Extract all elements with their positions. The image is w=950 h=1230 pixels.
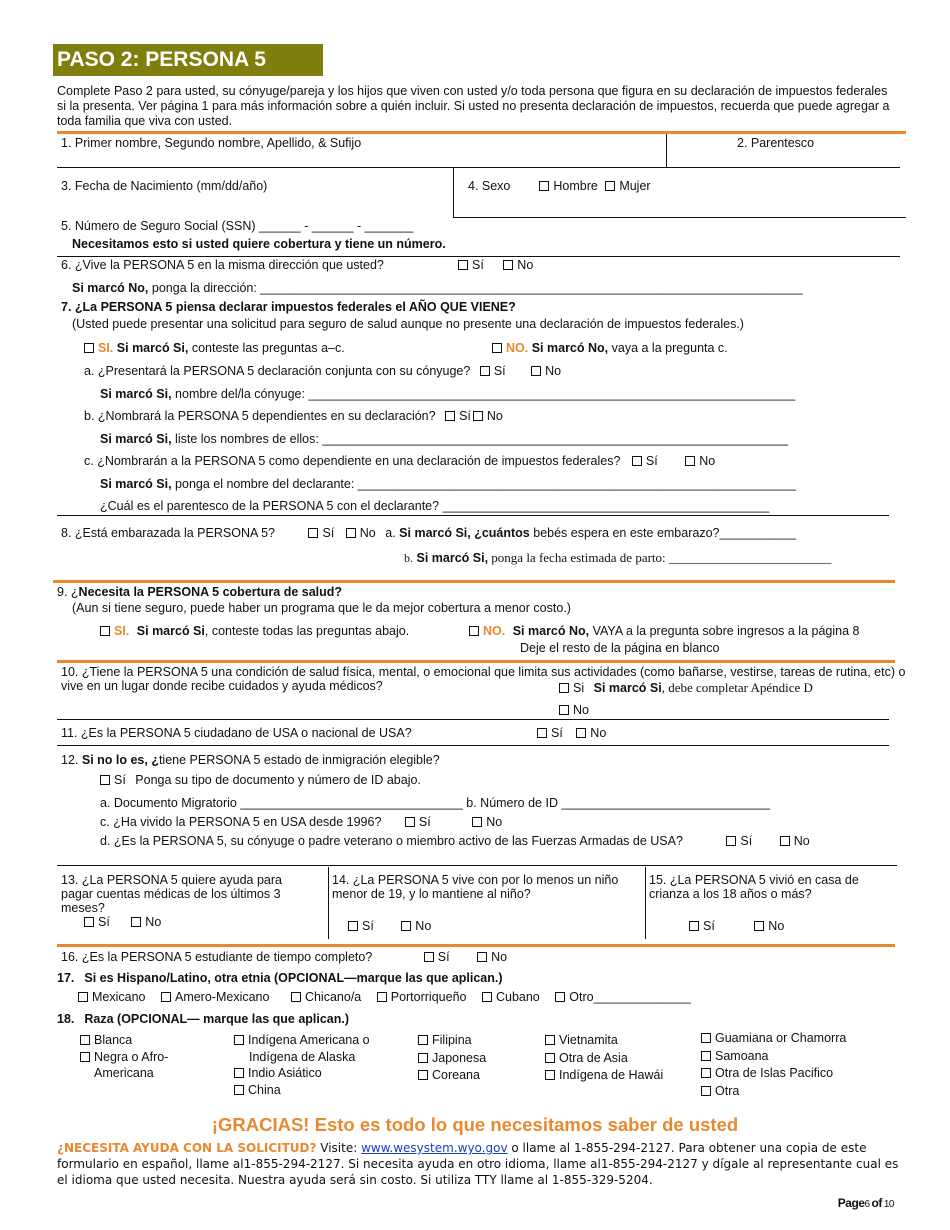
- si-label: Sí: [418, 815, 431, 829]
- q6-si-checkbox[interactable]: [458, 260, 468, 270]
- q7-si-label: SI.: [98, 341, 114, 355]
- q12-bold: Si no lo es, ¿: [81, 753, 159, 767]
- q7c-filer: [100, 477, 796, 491]
- si-label: Sí: [98, 915, 110, 929]
- chicano-checkbox[interactable]: [291, 992, 301, 1002]
- option-label: Portorriqueño: [390, 990, 467, 1004]
- intro-text: Complete Paso 2 para usted, su cónyuge/pareja y los hijos que viven con usted y/o toda persona que figura en su declaración de impuestos federales si la presenta. Ver página 1 para más información sobre a quién incluir. Si usted no presenta declaración de impuestos, recuerda que puede agregar a toda familia que viva con usted.: [57, 84, 890, 128]
- q6-no-bold: Si marcó No,: [72, 281, 149, 295]
- q16-label: 16. ¿Es la PERSONA 5 estudiante de tiempo completo?: [61, 950, 373, 964]
- q7a-spouse-field[interactable]: nombre del/la cónyuge: ______________________________________________________________________: [171, 387, 796, 401]
- q9-label: 9. ¿Necesita la PERSONA 5 cobertura de salud?: [57, 585, 343, 599]
- amero-mexicano-checkbox[interactable]: [161, 992, 171, 1002]
- q9-no-label: NO.: [483, 624, 506, 638]
- option-label: Otra de Islas Pacifico: [715, 1066, 834, 1080]
- race-col-3: [418, 1032, 486, 1085]
- divider: [453, 167, 454, 217]
- q4-sex: [468, 179, 651, 193]
- hawai-checkbox[interactable]: [545, 1070, 555, 1080]
- divider: [328, 867, 329, 939]
- option-label: Chicano/a: [304, 990, 362, 1004]
- q9-si-option: [100, 624, 409, 638]
- q2-label: 2. Parentesco: [737, 136, 815, 150]
- q11-label: 11. ¿Es la PERSONA 5 ciudadano de USA o nacional de USA?: [61, 726, 412, 740]
- q12-si-option: [100, 773, 421, 787]
- q8-no-checkbox[interactable]: [346, 528, 356, 538]
- q8-label: 8. ¿Está embarazada la PERSONA 5?: [61, 526, 275, 540]
- option-label: Vietnamita: [559, 1033, 618, 1047]
- divider: [57, 515, 889, 516]
- q12d-no-checkbox[interactable]: [780, 836, 790, 846]
- q9-si-bold: Si marcó Si: [136, 624, 205, 638]
- q3-label: 3. Fecha de Nacimiento (mm/dd/año): [61, 179, 268, 193]
- q13-si-checkbox[interactable]: [84, 917, 94, 927]
- q8b-bold: Si marcó Si,: [416, 551, 489, 565]
- si-label: Sí: [322, 526, 335, 540]
- option-label: Filipina: [432, 1033, 472, 1047]
- q18-text: Raza (OPCIONAL— marque las que aplican.): [84, 1012, 350, 1026]
- q9-si-checkbox[interactable]: [100, 626, 110, 636]
- help-text: [57, 1140, 907, 1188]
- q9-no-bold: Si marcó No,: [512, 624, 590, 638]
- japonesa-checkbox[interactable]: [418, 1053, 428, 1063]
- q7-si-text: conteste las preguntas a–c.: [188, 341, 345, 355]
- china-checkbox[interactable]: [234, 1085, 244, 1095]
- mexicano-checkbox[interactable]: [78, 992, 88, 1002]
- otra-asia-checkbox[interactable]: [545, 1053, 555, 1063]
- no-label: No: [517, 258, 534, 272]
- option-label: Otra de Asia: [559, 1050, 628, 1065]
- race-col-5: [701, 1030, 846, 1100]
- blanca-checkbox[interactable]: [80, 1035, 90, 1045]
- option-label: Samoana: [715, 1048, 769, 1063]
- q7b-names: [100, 432, 788, 446]
- no-label: No: [573, 703, 589, 717]
- race-col-1: [80, 1032, 168, 1082]
- divider: [57, 719, 889, 720]
- q12-number: 12.: [61, 753, 82, 767]
- q7a: [84, 364, 561, 378]
- q10-si-option: [559, 680, 813, 696]
- section-divider: [57, 131, 906, 134]
- race-col-4: [545, 1032, 663, 1085]
- q5-label: 5. Número de Seguro Social (SSN) ______ - ______ - _______: [61, 219, 414, 233]
- option-label: Indígena de Hawái: [559, 1068, 664, 1082]
- portorriqueno-checkbox[interactable]: [377, 992, 387, 1002]
- q8a-pre: a.: [385, 526, 396, 540]
- q12c-no-checkbox[interactable]: [472, 817, 482, 827]
- q5-note: Necesitamos esto si usted quiere cobertura y tiene un número.: [72, 237, 446, 251]
- q17-options: [78, 990, 691, 1004]
- si-label: Sí: [114, 773, 126, 787]
- q6-address: [72, 281, 803, 295]
- q7a-no-checkbox[interactable]: [531, 366, 541, 376]
- q7b-label: b. ¿Nombrará la PERSONA 5 dependientes en su declaración?: [84, 409, 436, 423]
- no-label: No: [491, 950, 508, 964]
- q9-sub: (Aun si tiene seguro, puede haber un programa que le da mejor cobertura a menor costo.): [72, 601, 571, 615]
- q11-si-checkbox[interactable]: [537, 728, 547, 738]
- option-label: Mexicano: [92, 990, 146, 1004]
- q13-no-checkbox[interactable]: [131, 917, 141, 927]
- no-label: No: [486, 409, 503, 423]
- q7a-si-bold: Si marcó Si,: [100, 387, 172, 401]
- q12c: [100, 815, 502, 829]
- no-label: No: [590, 726, 607, 740]
- q15-label: 15. ¿La PERSONA 5 vivió en casa de crianza a los 18 años o más?: [649, 873, 859, 901]
- page-title: PASO 2: PERSONA 5: [53, 44, 323, 76]
- race-col-2: [234, 1032, 370, 1098]
- si-label: Sí: [645, 454, 658, 468]
- q9-no-text: VAYA a la pregunta sobre ingresos a la página 8: [589, 624, 860, 638]
- divider: [57, 167, 900, 168]
- q7b-si-checkbox[interactable]: [445, 411, 455, 421]
- q12d: [100, 834, 810, 848]
- q7a-spouse: [100, 387, 795, 401]
- q12-label: [61, 753, 440, 767]
- q10-no-option: [559, 703, 589, 717]
- q12c-si-checkbox[interactable]: [405, 817, 415, 827]
- indio-asiatico-checkbox[interactable]: [234, 1068, 244, 1078]
- divider: [57, 745, 889, 746]
- divider: [57, 256, 900, 257]
- q10-si-label: Si: [573, 681, 585, 695]
- guamiana-checkbox[interactable]: [701, 1033, 711, 1043]
- otro-checkbox[interactable]: [555, 992, 565, 1002]
- q7b-si-bold: Si marcó Si,: [100, 432, 172, 446]
- q10-si-bold: Si marcó Si: [593, 681, 662, 695]
- option-label: Indígena Americana o: [248, 1033, 370, 1047]
- q6-no-checkbox[interactable]: [503, 260, 513, 270]
- samoana-checkbox[interactable]: [701, 1051, 711, 1061]
- help-bold: ¿NECESITA AYUDA CON LA SOLICITUD?: [57, 1141, 317, 1155]
- indigena-americana-checkbox[interactable]: [234, 1035, 244, 1045]
- divider: [453, 217, 906, 218]
- q17-number: 17.: [57, 971, 75, 985]
- q10-si-checkbox[interactable]: [559, 683, 569, 693]
- q15-no-checkbox[interactable]: [754, 921, 764, 931]
- si-label: Sí: [459, 409, 471, 423]
- q7-si-option: [84, 341, 345, 355]
- q13-label: 13. ¿La PERSONA 5 quiere ayuda para pagar cuentas médicas de los últimos 3 meses?: [61, 873, 282, 915]
- q11-options: [537, 726, 606, 740]
- q8a-field[interactable]: bebés espera en este embarazo?___________: [529, 526, 796, 540]
- section-divider: [57, 944, 895, 947]
- q7-si-bold: Si marcó Si,: [116, 341, 189, 355]
- q14-label: 14. ¿La PERSONA 5 vive con por lo menos un niño menor de 19, y lo mantiene al niño?: [332, 873, 619, 901]
- q9-si-text: , conteste todas las preguntas abajo.: [204, 624, 410, 638]
- q9-si-label: SI.: [114, 624, 130, 638]
- no-label: No: [415, 919, 432, 933]
- q7a-si-checkbox[interactable]: [480, 366, 490, 376]
- website-link[interactable]: www.wesystem.wyo.gov: [361, 1141, 508, 1155]
- q7c-si-checkbox[interactable]: [632, 456, 642, 466]
- q14-options: [348, 919, 431, 933]
- option-label: Americana: [94, 1066, 154, 1080]
- divider: [645, 867, 646, 939]
- vietnamita-checkbox[interactable]: [545, 1035, 555, 1045]
- option-label: Japonesa: [432, 1050, 487, 1065]
- si-label: Sí: [703, 919, 715, 933]
- q6-options: [458, 258, 533, 272]
- q7-no-option: [492, 341, 728, 355]
- hombre-checkbox[interactable]: [539, 181, 549, 191]
- page-label: Page: [837, 1196, 865, 1210]
- q10-no-checkbox[interactable]: [559, 705, 569, 715]
- hombre-label: Hombre: [553, 179, 598, 193]
- page-num: 6: [864, 1199, 870, 1210]
- q18-label: [57, 1012, 349, 1026]
- option-label: Negra o Afro-: [94, 1049, 169, 1064]
- q7b: [84, 409, 503, 423]
- option-label: Coreana: [432, 1068, 480, 1082]
- q12d-si-checkbox[interactable]: [726, 836, 736, 846]
- q9-no-option: [469, 624, 859, 638]
- q7b-names-field[interactable]: liste los nombres de ellos: ___________________________________________________________________: [171, 432, 789, 446]
- page-number: [838, 1196, 894, 1210]
- no-label: No: [545, 364, 562, 378]
- q12a-fields[interactable]: a. Documento Migratorio ________________________________ b. Número de ID ______________________________: [100, 796, 771, 810]
- no-label: No: [768, 919, 785, 933]
- no-label: No: [486, 815, 503, 829]
- q8-si-checkbox[interactable]: [308, 528, 318, 538]
- q17-text: Si es Hispano/Latino, otra etnia (OPCIONAL—marque las que aplican.): [84, 971, 503, 985]
- q12-si-text: Ponga su tipo de documento y número de ID abajo.: [135, 773, 421, 787]
- filipina-checkbox[interactable]: [418, 1035, 428, 1045]
- q12-si-checkbox[interactable]: [100, 775, 110, 785]
- q16-no-checkbox[interactable]: [477, 952, 487, 962]
- q11-no-checkbox[interactable]: [576, 728, 586, 738]
- option-label: Blanca: [94, 1033, 133, 1047]
- q7a-label: a. ¿Presentará la PERSONA 5 declaración conjunta con su cónyuge?: [84, 364, 471, 378]
- q18-number: 18.: [57, 1012, 75, 1026]
- q9-text: Necesita la PERSONA 5 cobertura de salud?: [78, 585, 343, 599]
- q9-no-checkbox[interactable]: [469, 626, 479, 636]
- divider: [57, 865, 897, 866]
- q16-si-checkbox[interactable]: [424, 952, 434, 962]
- q12d-label: d. ¿Es la PERSONA 5, su cónyuge o padre veterano o miembro activo de las Fuerzas Armadas de USA?: [100, 834, 683, 848]
- q1-label: 1. Primer nombre, Segundo nombre, Apellido, & Sufijo: [61, 136, 362, 150]
- q7-no-bold: Si marcó No,: [531, 341, 609, 355]
- q7c-no-checkbox[interactable]: [685, 456, 695, 466]
- otra-islas-checkbox[interactable]: [701, 1068, 711, 1078]
- si-label: Sí: [493, 364, 506, 378]
- mujer-checkbox[interactable]: [605, 181, 615, 191]
- q7c-filer-field[interactable]: ponga el nombre del declarante: _______________________________________________________________: [171, 477, 796, 491]
- q8b-field[interactable]: ponga la fecha estimada de parto: _________________________: [488, 550, 832, 565]
- q10-si-text: , debe completar Apéndice D: [661, 680, 813, 695]
- q4-label: 4. Sexo: [468, 179, 511, 193]
- q7c-si-bold: Si marcó Si,: [100, 477, 172, 491]
- page-of: of: [871, 1196, 882, 1210]
- option-label: Indio Asiático: [248, 1066, 322, 1080]
- q14-si-checkbox[interactable]: [348, 921, 358, 931]
- si-label: Sí: [551, 726, 563, 740]
- otro-field[interactable]: Otro______________: [569, 990, 691, 1004]
- coreana-checkbox[interactable]: [418, 1070, 428, 1080]
- q16: [61, 950, 507, 964]
- page-total: 10: [883, 1199, 894, 1210]
- q7c-label: c. ¿Nombrarán a la PERSONA 5 como dependiente en una declaración de impuestos federales?: [84, 454, 621, 468]
- section-divider: [53, 580, 895, 583]
- option-label: China: [248, 1082, 281, 1097]
- q12-text: tiene PERSONA 5 estado de inmigración elegible?: [158, 753, 440, 767]
- q7-no-checkbox[interactable]: [492, 343, 502, 353]
- q15-options: [689, 919, 784, 933]
- q7c-relationship[interactable]: ¿Cuál es el parentesco de la PERSONA 5 con el declarante? _______________________________________________: [100, 499, 770, 513]
- section-divider: [57, 660, 895, 663]
- q7-no-text: vaya a la pregunta c.: [608, 341, 728, 355]
- si-label: Sí: [362, 919, 374, 933]
- option-label: Guamiana or Chamorra: [715, 1031, 847, 1045]
- q7b-no-checkbox[interactable]: [473, 411, 483, 421]
- no-label: No: [145, 915, 162, 929]
- q9-no2: Deje el resto de la página en blanco: [520, 641, 720, 655]
- q7c: [84, 454, 715, 468]
- help-pre: Visite:: [316, 1141, 362, 1155]
- divider: [666, 134, 667, 167]
- option-label: Cubano: [495, 990, 540, 1004]
- otra-checkbox[interactable]: [701, 1086, 711, 1096]
- q8: [61, 526, 796, 540]
- si-label: Sí: [437, 950, 450, 964]
- thanks-banner: ¡GRACIAS! Esto es todo lo que necesitamos saber de usted: [211, 1114, 739, 1135]
- option-label: Otra: [715, 1083, 740, 1098]
- q14-no-checkbox[interactable]: [401, 921, 411, 931]
- q7-si-checkbox[interactable]: [84, 343, 94, 353]
- si-label: Sí: [740, 834, 753, 848]
- q8b: [404, 550, 831, 566]
- q17-label: [57, 971, 503, 985]
- q10-label: 10. ¿Tiene la PERSONA 5 una condición de salud física, mental, o emocional que limita sus actividades (como bañarse, vestirse, tareas de rutina, etc) o vive en un lugar donde recibe cuidados y ayuda médicos?: [61, 665, 906, 693]
- si-label: Sí: [472, 258, 484, 272]
- option-label: Amero-Mexicano: [174, 990, 270, 1004]
- q13-options: [84, 915, 161, 929]
- cubano-checkbox[interactable]: [482, 992, 492, 1002]
- q6-label: 6. ¿Vive la PERSONA 5 en la misma dirección que usted?: [61, 258, 384, 272]
- q7-label: 7. ¿La PERSONA 5 piensa declarar impuestos federales el AÑO QUE VIENE?: [61, 300, 516, 314]
- q15-si-checkbox[interactable]: [689, 921, 699, 931]
- q6-address-field[interactable]: ponga la dirección: ______________________________________________________________________________: [148, 281, 803, 295]
- help-post: o llame al 1-855-294-2127. Para obtener una copia de este formulario en español, llame al1-855-294-2127. Si necesita ayuda en otro idioma, llame al1-855-294-2127 y dígale al representante cual es el idioma que usted necesita. Nuestra ayuda será sin costo. Si utiliza TTY llame al 1-855-329-5204.: [57, 1141, 899, 1187]
- mujer-label: Mujer: [619, 179, 651, 193]
- negra-checkbox[interactable]: [80, 1052, 90, 1062]
- no-label: No: [359, 526, 376, 540]
- q7-sub: (Usted puede presentar una solicitud para seguro de salud aunque no presente una declaración de impuestos federales.): [72, 317, 744, 331]
- q8a-bold: Si marcó Si, ¿cuántos: [399, 526, 530, 540]
- q8b-pre: b.: [404, 551, 413, 565]
- q7-no-label: NO.: [506, 341, 529, 355]
- no-label: No: [793, 834, 810, 848]
- option-label: Indígena de Alaska: [249, 1049, 356, 1064]
- no-label: No: [699, 454, 716, 468]
- q12c-label: c. ¿Ha vivido la PERSONA 5 en USA desde 1996?: [100, 815, 382, 829]
